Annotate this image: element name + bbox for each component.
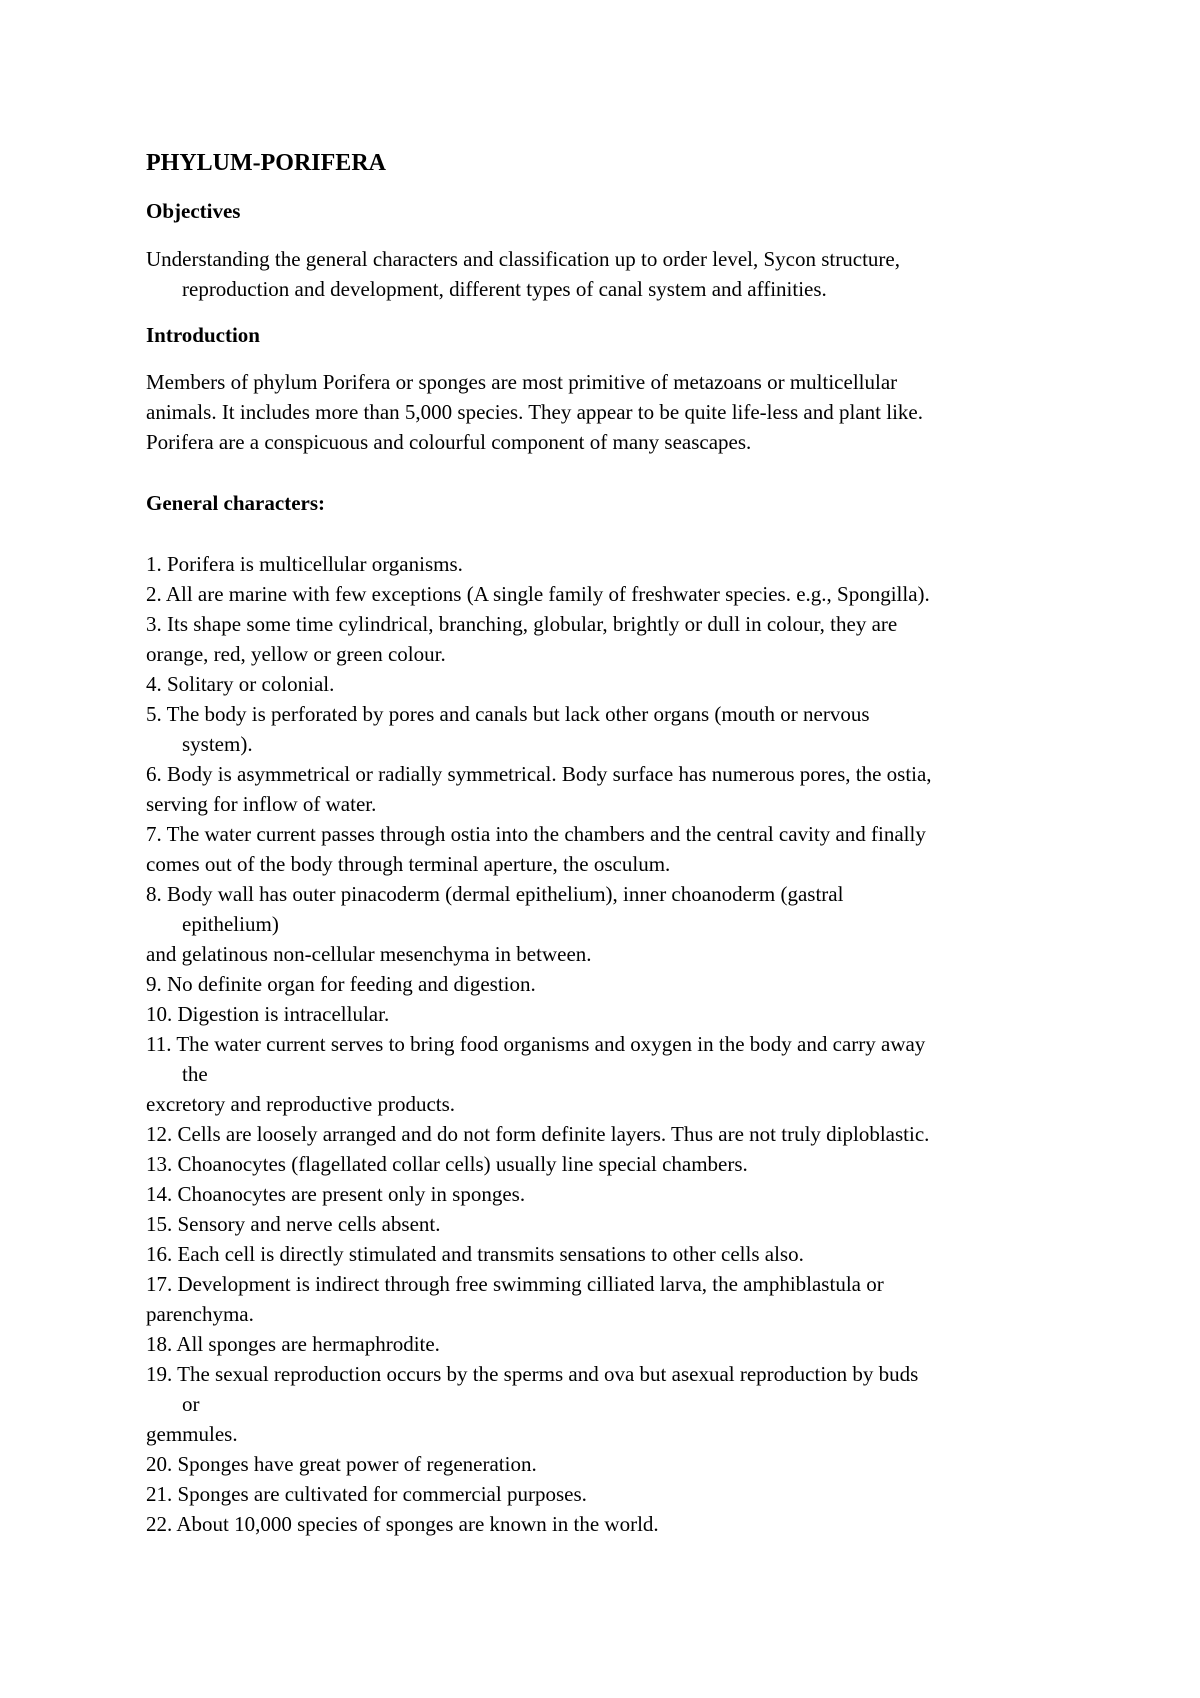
list-item: 5. The body is perforated by pores and canals but lack other organs (mouth or nervous [146, 702, 870, 726]
list-item: 12. Cells are loosely arranged and do not form definite layers. Thus are not truly diploblastic. [146, 1122, 930, 1146]
list-item: or [182, 1392, 200, 1416]
list-item: epithelium) [182, 912, 279, 936]
list-item: excretory and reproductive products. [146, 1092, 456, 1116]
list-item: orange, red, yellow or green colour. [146, 642, 446, 666]
list-item: and gelatinous non-cellular mesenchyma in between. [146, 942, 592, 966]
list-item: 18. All sponges are hermaphrodite. [146, 1332, 440, 1356]
list-item: 19. The sexual reproduction occurs by the sperms and ova but asexual reproduction by buds [146, 1362, 919, 1386]
list-item: 8. Body wall has outer pinacoderm (dermal epithelium), inner choanoderm (gastral [146, 882, 844, 906]
list-item: parenchyma. [146, 1302, 254, 1326]
list-item: 13. Choanocytes (flagellated collar cells) usually line special chambers. [146, 1152, 748, 1176]
introduction-heading: Introduction [146, 323, 260, 347]
list-item: 6. Body is asymmetrical or radially symmetrical. Body surface has numerous pores, the ostia, [146, 762, 932, 786]
objectives-paragraph [146, 244, 1076, 304]
objectives-line: reproduction and development, different types of canal system and affinities. [182, 277, 827, 301]
list-item: 15. Sensory and nerve cells absent. [146, 1212, 441, 1236]
list-item: 4. Solitary or colonial. [146, 672, 335, 696]
list-item: comes out of the body through terminal aperture, the osculum. [146, 852, 671, 876]
list-item: 17. Development is indirect through free swimming cilliated larva, the amphiblastula or [146, 1272, 884, 1296]
list-item: the [182, 1062, 208, 1086]
introduction-paragraph [146, 367, 1076, 457]
list-item: 16. Each cell is directly stimulated and transmits sensations to other cells also. [146, 1242, 804, 1266]
list-item: 3. Its shape some time cylindrical, branching, globular, brightly or dull in colour, they are [146, 612, 898, 636]
introduction-line: Members of phylum Porifera or sponges are most primitive of metazoans or multicellular [146, 370, 898, 394]
general-characters-list [146, 549, 1076, 1539]
list-item: 10. Digestion is intracellular. [146, 1002, 390, 1026]
list-item: 11. The water current serves to bring food organisms and oxygen in the body and carry away [146, 1032, 926, 1056]
objectives-line: Understanding the general characters and classification up to order level, Sycon structure, [146, 247, 900, 271]
list-item: 9. No definite organ for feeding and digestion. [146, 972, 536, 996]
general-characters-heading: General characters: [146, 491, 326, 515]
list-item: serving for inflow of water. [146, 792, 377, 816]
introduction-line: animals. It includes more than 5,000 species. They appear to be quite life-less and plant like. [146, 400, 923, 424]
objectives-heading: Objectives [146, 199, 241, 223]
list-item: 22. About 10,000 species of sponges are known in the world. [146, 1512, 659, 1536]
list-item: 21. Sponges are cultivated for commercial purposes. [146, 1482, 587, 1506]
list-item: 14. Choanocytes are present only in sponges. [146, 1182, 526, 1206]
introduction-line: Porifera are a conspicuous and colourful component of many seascapes. [146, 430, 752, 454]
page-title: PHYLUM-PORIFERA [146, 150, 386, 176]
list-item: 7. The water current passes through ostia into the chambers and the central cavity and finally [146, 822, 926, 846]
list-item: gemmules. [146, 1422, 238, 1446]
list-item: 2. All are marine with few exceptions (A single family of freshwater species. e.g., Spongilla). [146, 582, 930, 606]
list-item: 1. Porifera is multicellular organisms. [146, 552, 463, 576]
list-item: 20. Sponges have great power of regeneration. [146, 1452, 537, 1476]
list-item: system). [182, 732, 253, 756]
